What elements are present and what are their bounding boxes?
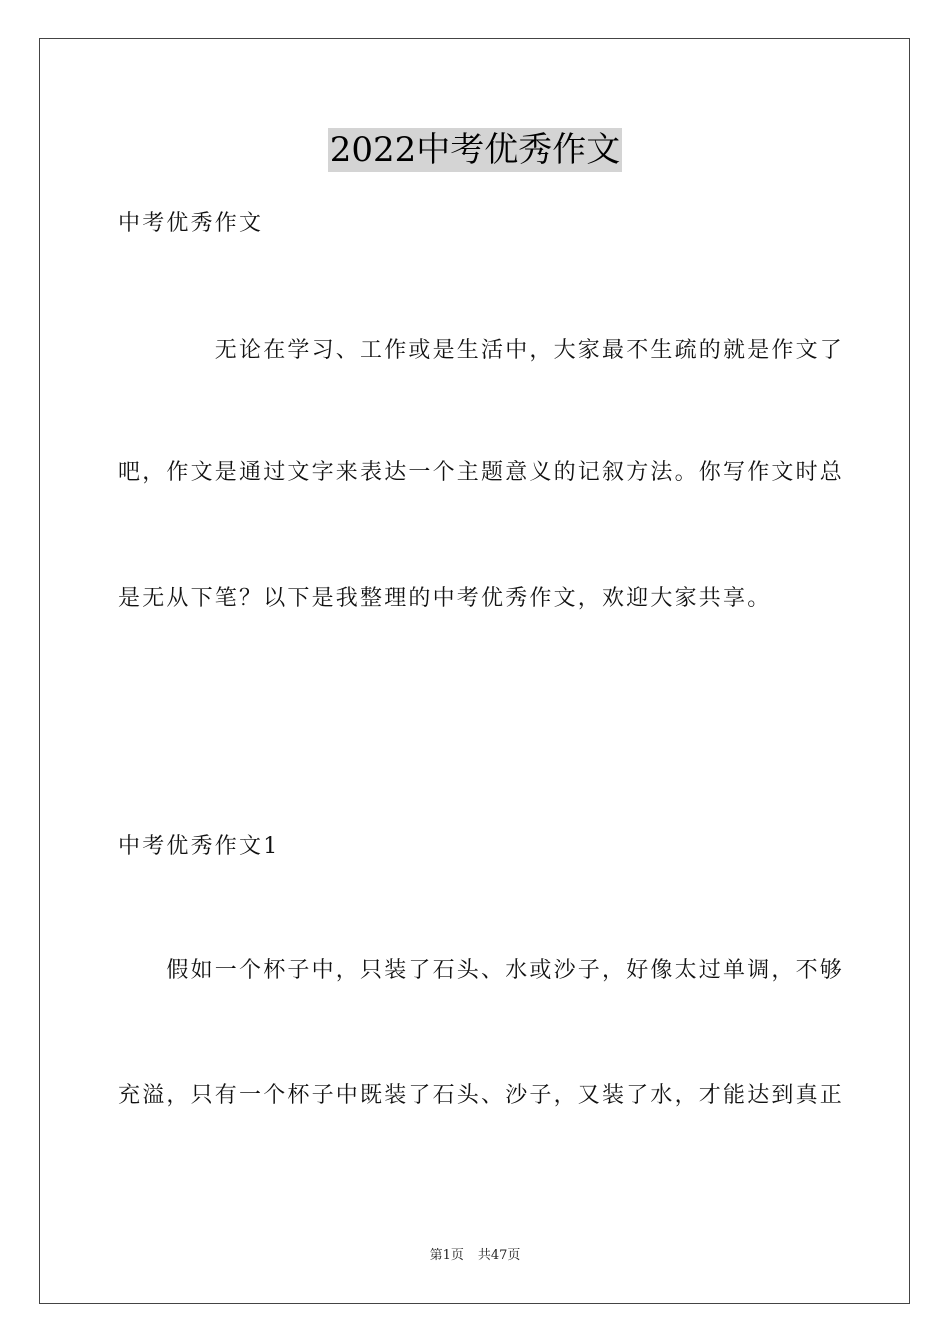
paragraph-line: 是无从下笔？以下是我整理的中考优秀作文，欢迎大家共享。 (118, 586, 772, 611)
title-container (0, 128, 950, 172)
page-number: 第1页 (429, 1248, 464, 1263)
document-title: 2022中考优秀作文 (329, 130, 621, 170)
paragraph-line: 假如一个杯子中，只装了石头、水或沙子，好像太过单调，不够 (118, 958, 845, 983)
paragraph-line: 吧，作文是通过文字来表达一个主题意义的记叙方法。你写作文时总 (118, 460, 845, 485)
page-total: 共47页 (477, 1248, 521, 1263)
page-footer (0, 1246, 950, 1266)
paragraph-line: 无论在学习、工作或是生活中，大家最不生疏的就是作文了 (118, 338, 845, 363)
section-heading: 中考优秀作文 (118, 211, 264, 236)
section-heading: 中考优秀作文1 (118, 834, 280, 859)
paragraph-line: 充溢，只有一个杯子中既装了石头、沙子，又装了水，才能达到真正 (118, 1083, 845, 1108)
